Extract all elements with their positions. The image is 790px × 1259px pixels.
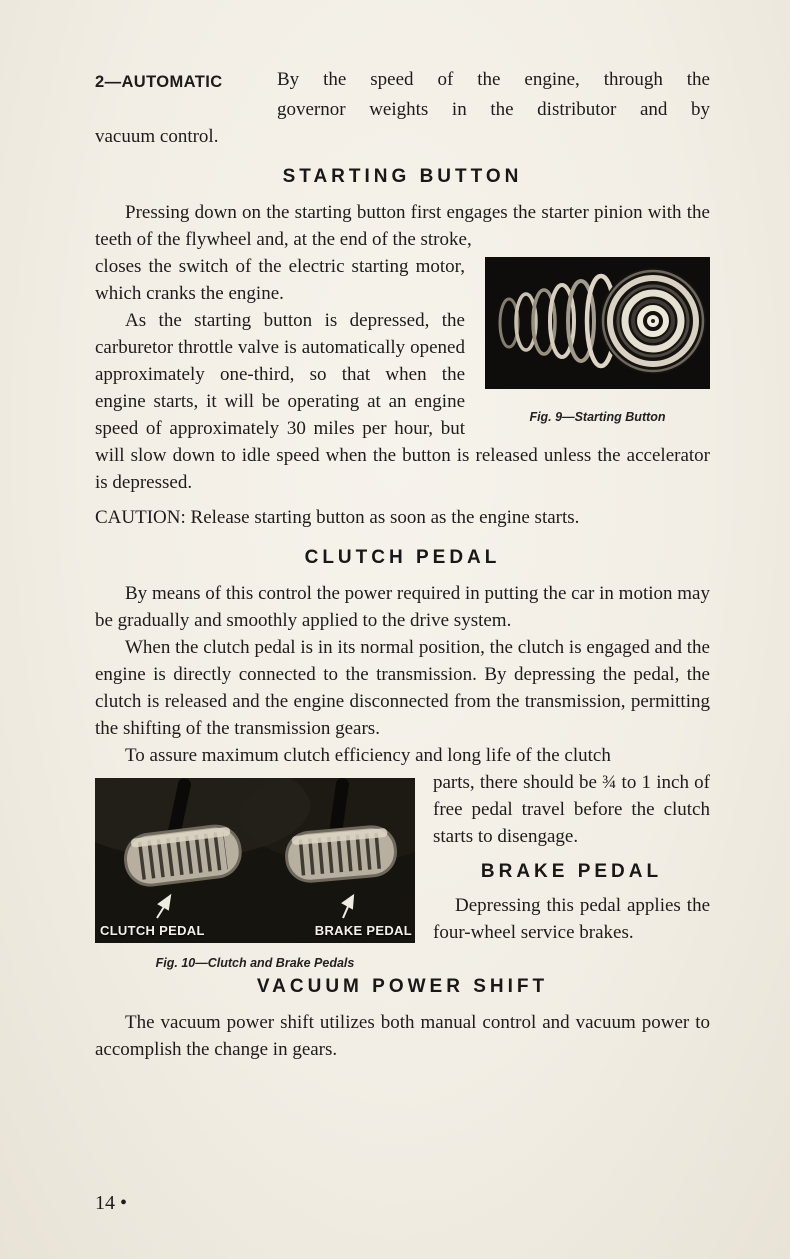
heading-brake-pedal: BRAKE PEDAL — [480, 861, 663, 882]
brake-paragraph: Depressing this pedal applies the four-wheel service brakes. — [433, 895, 710, 943]
starting-paragraph-1-continued: closes the switch of the electric starting motor, which cranks the engine. — [95, 256, 465, 304]
vacuum-paragraph: The vacuum power shift utilizes both manual control and vacuum power to accomplish the change in gears. — [95, 1012, 710, 1060]
starting-paragraph-1: Pressing down on the starting button first engages the starter pinion with the teeth of the flywheel and, at the end of the stroke, — [95, 202, 710, 250]
pedals-photo — [95, 778, 415, 943]
intro-paragraph — [95, 66, 710, 150]
starting-button-photo — [485, 257, 710, 389]
clutch-paragraph-2: When the clutch pedal is in its normal position, the clutch is engaged and the engine is directly connected to the transmission. By depressing the pedal, the clutch is released and the engine disconnected from the transmission, permitting the shifting of the transmission gears. — [95, 637, 710, 739]
clutch-paragraph-3-continued: parts, there should be ¾ to 1 inch of free pedal travel before the clutch starts to disengage. — [433, 772, 710, 847]
figure-9 — [485, 257, 710, 424]
heading-starting-button: STARTING BUTTON — [282, 166, 523, 187]
starting-button-illustration — [485, 257, 710, 389]
heading-clutch-pedal: CLUTCH PEDAL — [304, 547, 501, 568]
clutch-paragraph-1: By means of this control the power required in putting the car in motion may be gradually and smoothly applied to the drive system. — [95, 583, 710, 631]
intro-line-3-text: vacuum control. — [95, 126, 219, 147]
figure-10 — [95, 778, 415, 970]
intro-line-2-text: governor weights in the distributor and by — [277, 99, 710, 120]
brake-pedal-label: BRAKE PEDAL — [314, 923, 412, 938]
clutch-pedal-label: CLUTCH PEDAL — [100, 923, 205, 938]
intro-line-1-text: By the speed of the engine, through the — [277, 69, 710, 90]
figure-10-caption: Fig. 10—Clutch and Brake Pedals — [155, 956, 355, 970]
heading-vacuum-power-shift: VACUUM POWER SHIFT — [256, 976, 549, 997]
button-face — [600, 268, 706, 374]
pedals-illustration — [95, 778, 415, 943]
starting-paragraph-2: As the starting button is depressed, the carburetor throttle valve is automatically opened approximately one-third, so that when the engine starts, it will be operating at an engine speed of approximately 30 miles per hour, but will slow down to idle speed when the button is released unless the accelerator is depressed. — [95, 310, 710, 493]
caution-note: CAUTION: Release starting button as soon as the engine starts. — [95, 507, 580, 528]
figure-9-caption: Fig. 9—Starting Button — [529, 410, 666, 424]
clutch-paragraph-3: To assure maximum clutch efficiency and long life of the clutch — [125, 745, 611, 766]
item-2-automatic-label: 2—AUTOMATIC — [95, 73, 223, 91]
page-number: 14 • — [95, 1192, 128, 1214]
intro-line-1 — [95, 66, 710, 96]
